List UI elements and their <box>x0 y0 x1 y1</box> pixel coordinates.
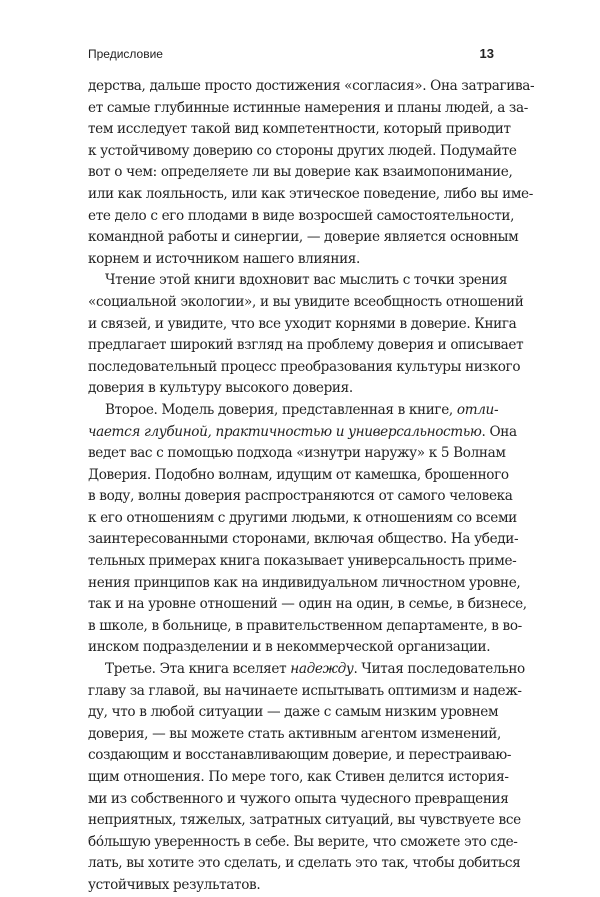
text-run: командной работы и синергии, — доверие является основным <box>88 229 519 246</box>
text-run: в воду, волны доверия распространяются от самого человека <box>88 488 513 505</box>
body-text <box>88 76 535 897</box>
text-run: ми из собственного и чужого опыта чудесного превращения <box>88 790 509 807</box>
text-line <box>88 141 517 163</box>
text-line <box>88 486 513 508</box>
text-line <box>88 573 521 595</box>
text-run: в школе, в больнице, в правительственном департаменте, в во- <box>88 617 522 634</box>
text-line <box>88 659 525 681</box>
text-line <box>88 119 511 141</box>
page-header <box>88 46 494 61</box>
text-run: и связей, и увидите, что все уходит корнями в доверие. Книга <box>88 315 517 332</box>
text-run: ете дело с его плодами в виде возросшей самостоятельности, <box>88 207 515 224</box>
text-line <box>88 616 522 638</box>
text-line <box>88 508 517 530</box>
text-line <box>88 162 513 184</box>
text-run: корнем и источником нашего влияния. <box>88 250 360 267</box>
text-run: Третье. Эта книга вселяет <box>105 661 291 678</box>
text-run: Второе. Модель доверия, представленная в книге, <box>105 401 457 418</box>
page-number: 13 <box>479 46 494 61</box>
text-line <box>88 227 519 249</box>
text-line <box>88 357 521 379</box>
text-line <box>88 184 533 206</box>
text-run: последовательный процесс преобразования культуры низкого <box>88 358 521 375</box>
text-line <box>88 745 512 767</box>
text-line <box>88 637 496 659</box>
text-run: заинтересованными сторонами, включая общество. На убеди- <box>88 531 519 548</box>
text-line <box>88 789 509 811</box>
text-run: инском подразделении и в некоммерческой организации. <box>88 639 491 656</box>
text-run: ет самые глубинные истинные намерения и планы людей, а за- <box>88 99 528 116</box>
text-run: к устойчивому доверию со стороны других людей. Подумайте <box>88 142 517 159</box>
text-run: тельных примерах книга показывает универсальность приме- <box>88 553 517 570</box>
text-line <box>88 335 524 357</box>
text-run: ду, что в любой ситуации — даже с самым низким уровнем <box>88 704 499 721</box>
text-line <box>88 400 499 422</box>
text-line <box>88 98 528 120</box>
text-line <box>88 767 509 789</box>
text-line <box>88 249 496 271</box>
text-line <box>88 292 524 314</box>
text-run: . Читая последовательно <box>353 661 525 678</box>
italic-text: чается глубиной, практичностью и универсальностью <box>88 423 482 440</box>
text-run: главу за главой, вы начинаете испытывать оптимизм и надеж- <box>88 682 522 699</box>
text-line <box>88 270 508 292</box>
text-line <box>88 378 496 400</box>
text-line <box>88 702 499 724</box>
text-run: щим отношения. По мере того, как Стивен делится история- <box>88 769 509 785</box>
text-run: нения принципов как на индивидуальном личностном уровне, <box>88 574 521 591</box>
text-line <box>88 529 519 551</box>
italic-text: надежду <box>290 661 354 678</box>
text-run: . Она <box>481 423 517 440</box>
text-run: создающим и восстанавливающим доверие, и перестраиваю- <box>88 747 512 764</box>
text-line <box>88 206 515 228</box>
text-line <box>88 594 527 616</box>
text-run: Чтение этой книги вдохновит вас мыслить с точки зрения <box>105 272 508 289</box>
text-line <box>88 853 521 875</box>
text-run: тем исследует такой вид компетентности, который приводит <box>88 121 511 138</box>
running-head: Предисловие <box>88 47 163 61</box>
italic-text: отли- <box>456 401 499 418</box>
text-run: так и на уровне отношений — один на один, в семье, в бизнесе, <box>88 596 527 613</box>
text-run: лать, вы хотите это сделать, и сделать это так, чтобы добиться <box>88 855 521 872</box>
text-run: ведет вас с помощью подхода «изнутри наружу» к 5 Волнам <box>88 445 506 462</box>
text-run: «социальной экологии», и вы увидите всеобщность отношений <box>88 293 524 310</box>
text-run: устойчивых результатов. <box>88 876 261 893</box>
text-line <box>88 465 509 487</box>
text-line <box>88 443 506 465</box>
text-line <box>88 422 517 444</box>
text-run: неприятных, тяжелых, затратных ситуаций, вы чувствуете все <box>88 812 521 829</box>
text-run: доверия, — вы можете стать активным агентом изменений, <box>88 725 501 742</box>
text-run: дерства, дальше просто достижения «согласия». Она затрагива- <box>88 78 535 94</box>
text-line <box>88 724 501 746</box>
text-line <box>88 875 496 897</box>
text-run: предлагает широкий взгляд на проблему доверия и описывает <box>88 337 524 354</box>
text-line <box>88 810 521 832</box>
text-line <box>88 76 535 98</box>
text-run: бо́льшую уверенность в себе. Вы верите, что сможете это сде- <box>88 833 518 850</box>
text-run: к его отношениям с другими людьми, к отношениям со всеми <box>88 509 517 526</box>
text-run: Доверия. Подобно волнам, идущим от камешка, брошенного <box>88 466 509 483</box>
text-run: или как лояльность, или как этическое поведение, либо вы име- <box>88 185 533 202</box>
text-line <box>88 551 517 573</box>
text-line <box>88 681 522 703</box>
text-line <box>88 314 517 336</box>
text-line <box>88 832 518 854</box>
text-run: вот о чем: определяете ли вы доверие как взаимопонимание, <box>88 164 513 181</box>
text-run: доверия в культуру высокого доверия. <box>88 380 353 397</box>
